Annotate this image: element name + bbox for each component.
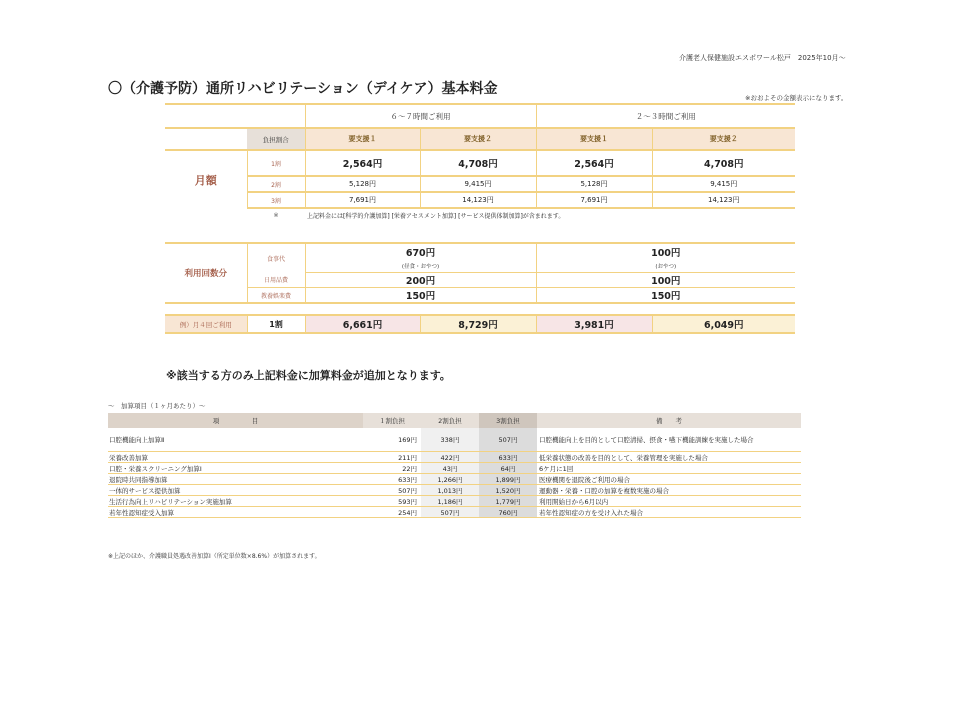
meal-6-7-value: 670円 xyxy=(305,243,536,260)
addition-table xyxy=(108,413,801,518)
burden2-value: 1,266円 xyxy=(421,474,479,485)
item-name: 一体的サービス提供加算 xyxy=(108,485,363,496)
monthly-value: 5,128円 xyxy=(536,176,652,192)
burden3-value: 507円 xyxy=(479,428,537,452)
included-additions-note: 上記料金には[科学的介護加算] [栄養アセスメント加算] [サービス提供体制加算]が含まれます。 xyxy=(307,213,565,220)
burden2-value: 1,013円 xyxy=(421,485,479,496)
support1-2-3-header: 要支援１ xyxy=(536,128,652,150)
item-name: 栄養改善加算 xyxy=(108,452,363,463)
monthly-value: 7,691円 xyxy=(305,192,420,208)
item-name: 口腔・栄養スクリーニング加算Ⅰ xyxy=(108,463,363,474)
table-row xyxy=(108,452,801,463)
example-value: 6,049円 xyxy=(652,315,795,333)
page-title: 〇（介護予防）通所リハビリテーション（デイケア）基本料金 xyxy=(108,81,498,97)
remarks: 若年性認知症の方を受け入れた場合 xyxy=(537,507,801,518)
support1-6-7-header: 要支援１ xyxy=(305,128,420,150)
burden3-value: 760円 xyxy=(479,507,537,518)
table-row xyxy=(108,428,801,452)
table-row xyxy=(108,463,801,474)
table-row xyxy=(108,507,801,518)
monthly-value: 7,691円 xyxy=(536,192,652,208)
support2-2-3-header: 要支援２ xyxy=(652,128,795,150)
meal-2-3-sub: (おやつ) xyxy=(536,260,795,273)
monthly-value: 9,415円 xyxy=(652,176,795,192)
note-mark: ※ xyxy=(273,212,279,219)
plan-2-3-header: ２～３時間ご利用 xyxy=(536,104,795,128)
meal-2-3-value: 100円 xyxy=(536,243,795,260)
item-name: 退院時共同指導加算 xyxy=(108,474,363,485)
example-value: 3,981円 xyxy=(536,315,652,333)
daily-goods-2-3-value: 100円 xyxy=(536,273,795,288)
burden3-value: 1,899円 xyxy=(479,474,537,485)
burden1-value: 593円 xyxy=(363,496,421,507)
monthly-label: 月額 xyxy=(165,150,247,208)
burden1-value: 633円 xyxy=(363,474,421,485)
remarks: 口腔機能向上を目的として口腔清掃、摂食・嚥下機能訓練を実施した場合 xyxy=(537,428,801,452)
meal-label: 食事代 xyxy=(247,243,305,273)
daily-goods-6-7-value: 200円 xyxy=(305,273,536,288)
burden1-value: 169円 xyxy=(363,428,421,452)
burden1-value: 507円 xyxy=(363,485,421,496)
addition-section-label: ～ 加算項目（１ヶ月あたり）～ xyxy=(108,402,206,410)
burden-ratio-label: 負担割合 xyxy=(247,128,305,150)
remarks: 低栄養状態の改善を目的として、栄養管理を実施した場合 xyxy=(537,452,801,463)
burden2-value: 507円 xyxy=(421,507,479,518)
burden2-value: 1,186円 xyxy=(421,496,479,507)
burden1-value: 211円 xyxy=(363,452,421,463)
ratio-2: 2割 xyxy=(247,176,305,192)
burden3-value: 633円 xyxy=(479,452,537,463)
facility-header: 介護老人保健施設エスポワール松戸 2025年10月～ xyxy=(679,54,846,62)
remarks: 運動器・栄養・口腔の加算を複数実施の場合 xyxy=(537,485,801,496)
monthly-value: 4,708円 xyxy=(420,150,536,176)
ratio-1: 1割 xyxy=(247,150,305,176)
monthly-value: 4,708円 xyxy=(652,150,795,176)
footer-note: ※上記のほか、介護職員処遇改善加算Ⅰ（所定単位数×8.6%）が加算されます。 xyxy=(108,553,321,560)
ratio-3: 3割 xyxy=(247,192,305,208)
example-ratio: 1割 xyxy=(247,315,305,333)
remarks: 6ケ月に1回 xyxy=(537,463,801,474)
table-row xyxy=(108,485,801,496)
burden3-value: 1,779円 xyxy=(479,496,537,507)
meal-6-7-sub: (昼食・おやつ) xyxy=(305,260,536,273)
burden2-value: 338円 xyxy=(421,428,479,452)
monthly-value: 14,123円 xyxy=(652,192,795,208)
burden1-header: １割負担 xyxy=(363,413,421,428)
burden2-value: 422円 xyxy=(421,452,479,463)
burden1-value: 22円 xyxy=(363,463,421,474)
usage-label: 利用回数分 xyxy=(165,243,247,303)
example-value: 8,729円 xyxy=(420,315,536,333)
addition-notice: ※該当する方のみ上記料金に加算料金が追加となります。 xyxy=(166,369,451,382)
example-label: 例）月４回ご利用 xyxy=(165,315,247,333)
monthly-value: 5,128円 xyxy=(305,176,420,192)
remarks: 利用開始日から6月以内 xyxy=(537,496,801,507)
table-row xyxy=(108,496,801,507)
item-name: 口腔機能向上加算Ⅱ xyxy=(108,428,363,452)
plan-6-7-header: ６～７時間ご利用 xyxy=(305,104,536,128)
basic-fee-table xyxy=(165,103,795,334)
approx-note: ※おおよその金額表示になります。 xyxy=(745,94,848,102)
culture-2-3-value: 150円 xyxy=(536,288,795,304)
burden1-value: 254円 xyxy=(363,507,421,518)
support2-6-7-header: 要支援２ xyxy=(420,128,536,150)
remarks: 医療機関を退院後ご利用の場合 xyxy=(537,474,801,485)
culture-6-7-value: 150円 xyxy=(305,288,536,304)
example-value: 6,661円 xyxy=(305,315,420,333)
burden2-header: 2割負担 xyxy=(421,413,479,428)
remarks-header: 備 考 xyxy=(537,413,801,428)
culture-label: 教養娯楽費 xyxy=(247,288,305,304)
item-header: 項 目 xyxy=(108,413,363,428)
burden3-value: 64円 xyxy=(479,463,537,474)
burden3-value: 1,520円 xyxy=(479,485,537,496)
burden2-value: 43円 xyxy=(421,463,479,474)
item-name: 若年性認知症受入加算 xyxy=(108,507,363,518)
burden3-header: 3割負担 xyxy=(479,413,537,428)
table-row xyxy=(108,474,801,485)
monthly-value: 2,564円 xyxy=(536,150,652,176)
monthly-value: 9,415円 xyxy=(420,176,536,192)
monthly-value: 14,123円 xyxy=(420,192,536,208)
daily-goods-label: 日用品費 xyxy=(247,273,305,288)
monthly-value: 2,564円 xyxy=(305,150,420,176)
item-name: 生活行為向上リハビリテーション実施加算 xyxy=(108,496,363,507)
